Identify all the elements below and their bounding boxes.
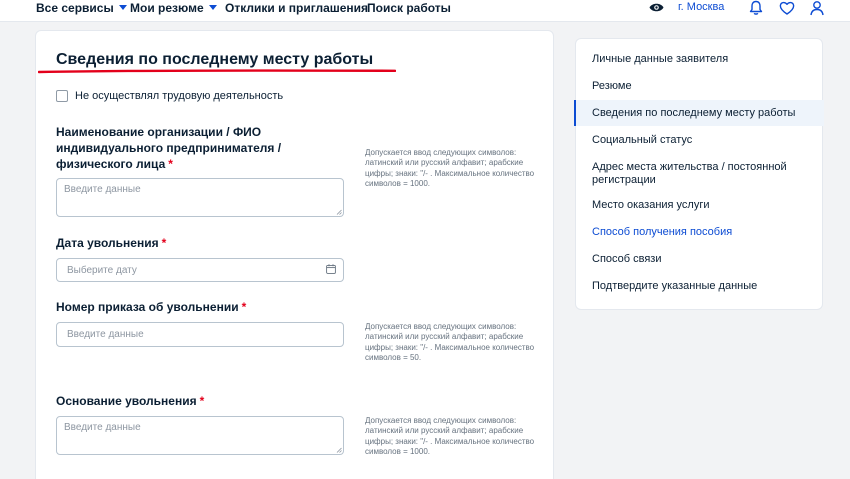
city-selector[interactable]: г. Москва: [678, 1, 725, 13]
dismissal-reason-label: [56, 393, 204, 409]
resize-handle-icon[interactable]: [336, 209, 342, 215]
nav-my-resumes[interactable]: [130, 1, 217, 15]
sidebar-item-social-status[interactable]: Социальный статус: [592, 134, 693, 146]
chevron-down-icon: [209, 5, 217, 10]
order-number-label-text: Номер приказа об увольнении: [56, 300, 239, 314]
heart-icon[interactable]: [779, 0, 795, 16]
section-title: Сведения по последнему месту работы: [56, 51, 374, 68]
required-mark: *: [168, 157, 173, 171]
org-field-hint: Допускается ввод следующих символов: латинский или русский алфавит; арабские цифры; знаки: "/- . Максимальное количество символов = 1000.: [365, 148, 535, 189]
chevron-down-icon: [119, 5, 127, 10]
org-name-input[interactable]: [56, 178, 344, 217]
org-field-label: [56, 124, 296, 172]
nav-responses[interactable]: Отклики и приглашения: [225, 1, 369, 15]
dismissal-date-label: [56, 235, 166, 251]
org-label-text: Наименование организации / ФИО индивидуального предпринимателя / физического лица: [56, 125, 282, 171]
order-number-label: [56, 299, 246, 315]
nav-all-services[interactable]: [36, 1, 127, 15]
dismissal-date-input[interactable]: [56, 258, 344, 282]
sidebar-item-contact-method[interactable]: Способ связи: [592, 253, 662, 265]
nav-job-search[interactable]: Поиск работы: [367, 1, 451, 15]
dismissal-date-label-text: Дата увольнения: [56, 236, 159, 250]
user-icon[interactable]: [809, 0, 825, 16]
no-work-checkbox-label: Не осуществлял трудовую деятельность: [75, 90, 284, 102]
bell-icon[interactable]: [748, 0, 764, 16]
required-mark: *: [241, 300, 247, 314]
sidebar-item-benefit-method[interactable]: Способ получения пособия: [592, 226, 733, 238]
dismissal-reason-label-text: Основание увольнения: [56, 394, 197, 408]
dismissal-reason-input[interactable]: [56, 416, 344, 455]
order-number-hint: Допускается ввод следующих символов: латинский или русский алфавит; арабские цифры; знаки: "/- . Максимальное количество символов = 50.: [365, 322, 535, 363]
calendar-icon[interactable]: [326, 264, 336, 274]
sidebar-item-confirm-data[interactable]: Подтвердите указанные данные: [592, 280, 758, 292]
sidebar-item-last-workplace[interactable]: Сведения по последнему месту работы: [592, 107, 796, 119]
sidebar-item-service-location[interactable]: Место оказания услуги: [592, 199, 710, 211]
nav-my-resumes-label: Мои резюме: [130, 1, 204, 15]
title-underline: [38, 68, 396, 74]
no-work-checkbox[interactable]: [56, 90, 68, 102]
sidebar-item-address[interactable]: Адрес места жительства / постоянной регистрации: [592, 161, 787, 186]
required-mark: *: [161, 236, 167, 250]
dismissal-reason-hint: Допускается ввод следующих символов: латинский или русский алфавит; арабские цифры; знаки: "/- . Максимальное количество символов = 1000.: [365, 416, 535, 457]
required-mark: *: [199, 394, 205, 408]
order-number-input[interactable]: [56, 322, 344, 347]
resize-handle-icon[interactable]: [336, 447, 342, 453]
nav-all-services-label: Все сервисы: [36, 1, 114, 15]
eye-icon[interactable]: [649, 2, 664, 13]
sidebar-item-resume[interactable]: Резюме: [592, 80, 632, 92]
sidebar-item-personal-data[interactable]: Личные данные заявителя: [592, 53, 729, 65]
